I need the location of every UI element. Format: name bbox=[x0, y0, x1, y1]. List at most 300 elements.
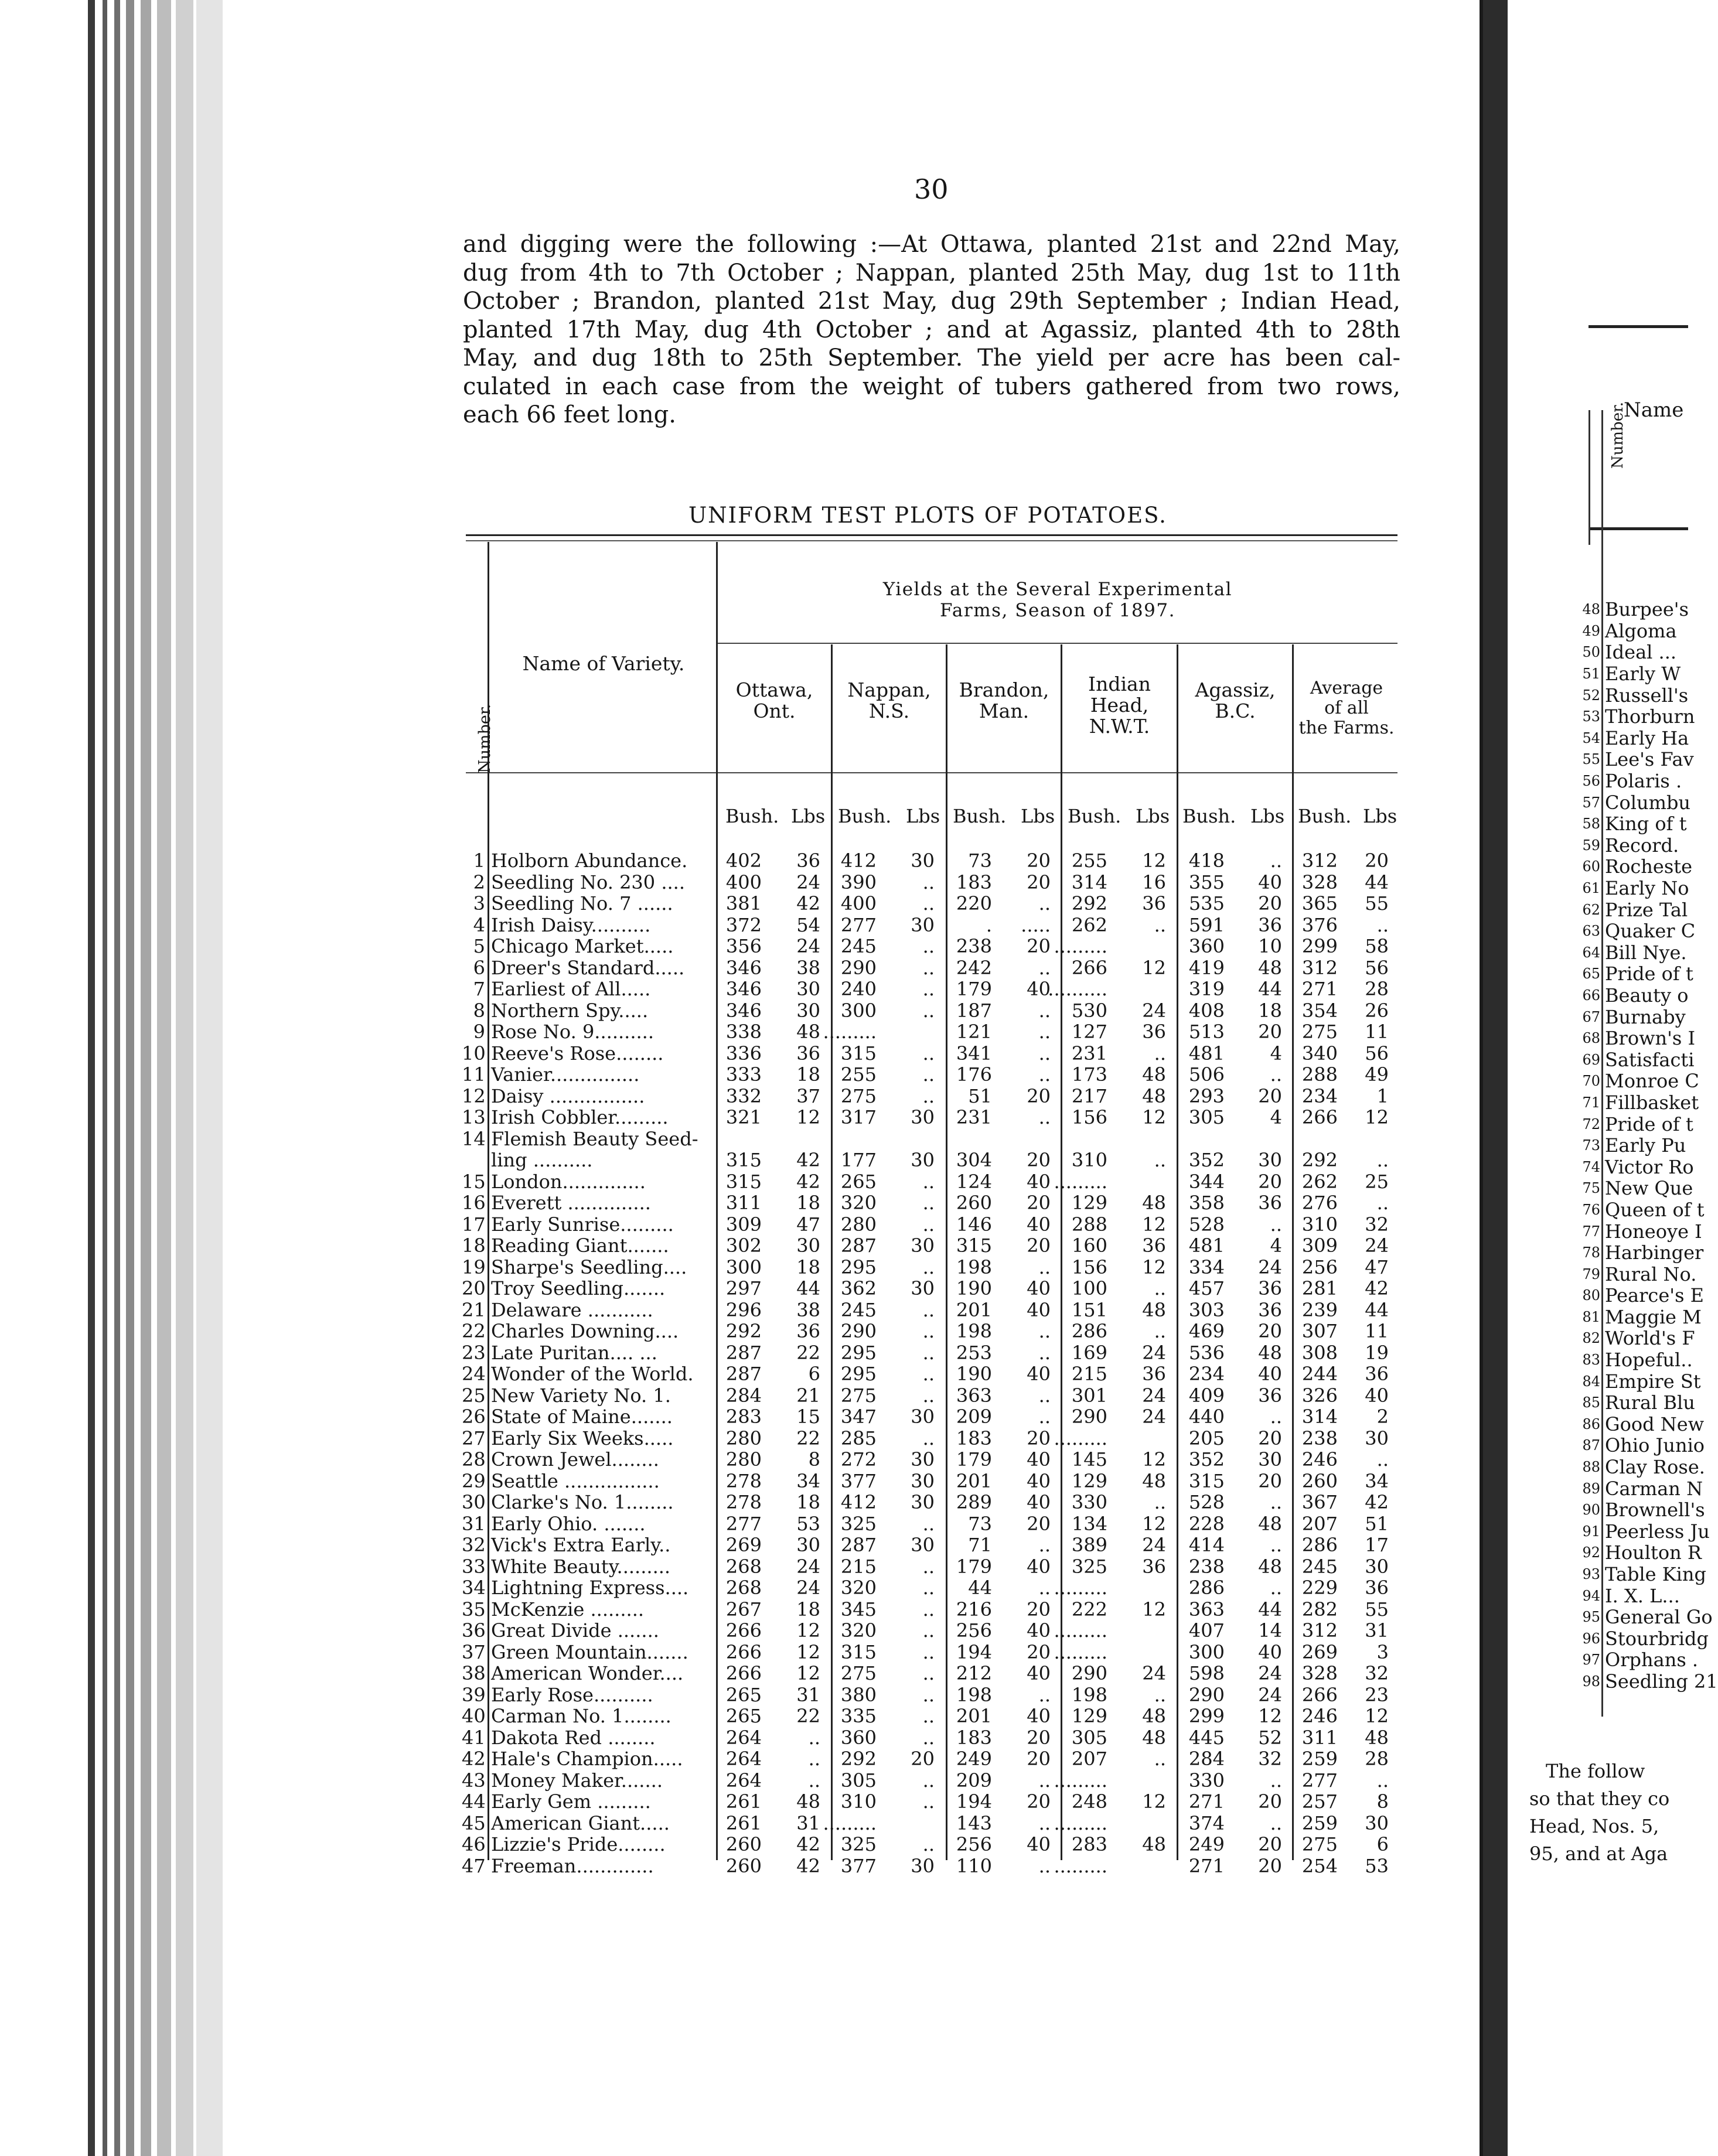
yield-cell: ......... bbox=[823, 1812, 877, 1834]
row-number: 41 bbox=[462, 1726, 486, 1749]
yield-cell: 260 bbox=[725, 1854, 762, 1877]
yield-cell: 266 bbox=[725, 1619, 762, 1642]
yield-cell: .. bbox=[1154, 1277, 1166, 1299]
yield-cell: 390 bbox=[840, 871, 877, 893]
yield-cell: 333 bbox=[725, 1063, 762, 1086]
variety-name: Table King bbox=[1605, 1563, 1706, 1586]
unit-lbs: Lbs bbox=[1021, 805, 1055, 827]
yield-cell: 287 bbox=[725, 1363, 762, 1385]
variety-name: Early Pu bbox=[1605, 1134, 1686, 1157]
yield-cell: 296 bbox=[725, 1298, 762, 1321]
variety-name: Rose No. 9.......... bbox=[491, 1021, 655, 1043]
yield-cell: 22 bbox=[796, 1341, 820, 1364]
yield-cell: ..... bbox=[1021, 913, 1051, 936]
yield-cell: 3 bbox=[1376, 1640, 1389, 1663]
yield-cell: 12 bbox=[1365, 1106, 1389, 1128]
facing-table-row bbox=[1536, 1092, 1718, 1114]
yield-cell: 36 bbox=[796, 1320, 820, 1342]
yield-cell: 40 bbox=[1258, 1363, 1282, 1385]
yield-cell: 32 bbox=[1365, 1662, 1389, 1684]
unit-lbs: Lbs bbox=[1250, 805, 1285, 827]
yield-cell: 261 bbox=[725, 1790, 762, 1813]
yield-cell: 12 bbox=[1142, 1106, 1166, 1128]
row-number: 62 bbox=[1582, 901, 1600, 918]
yield-cell: 530 bbox=[1071, 999, 1107, 1022]
row-number: 21 bbox=[462, 1298, 486, 1321]
yield-cell: 24 bbox=[1142, 1406, 1166, 1428]
yield-cell: 11 bbox=[1365, 1021, 1389, 1043]
yield-cell: 110 bbox=[956, 1854, 992, 1877]
row-number: 61 bbox=[1582, 880, 1600, 897]
yield-cell: 47 bbox=[1365, 1256, 1389, 1278]
facing-table-row bbox=[1536, 1049, 1718, 1070]
yield-cell: .. bbox=[1270, 1769, 1282, 1792]
yield-cell: 325 bbox=[1071, 1555, 1107, 1578]
facing-table-row bbox=[1536, 728, 1718, 749]
yield-cell: 310 bbox=[840, 1790, 877, 1813]
facing-table-row bbox=[1536, 1263, 1718, 1285]
yield-cell: 34 bbox=[1365, 1469, 1389, 1492]
yield-cell: 256 bbox=[956, 1619, 992, 1642]
yield-cell: 249 bbox=[956, 1748, 992, 1770]
variety-name: Everett .............. bbox=[491, 1192, 651, 1214]
variety-name: Late Puritan.... ... bbox=[491, 1341, 657, 1364]
variety-name: Early Ohio. ....... bbox=[491, 1512, 646, 1535]
yield-cell: 305 bbox=[840, 1769, 877, 1792]
facing-table-row bbox=[1536, 942, 1718, 964]
yield-cell: 234 bbox=[1301, 1084, 1338, 1107]
yield-cell: .. bbox=[1270, 1534, 1282, 1556]
yield-cell: 469 bbox=[1188, 1320, 1225, 1342]
yield-cell: 238 bbox=[1188, 1555, 1225, 1578]
variety-name: Holborn Abundance. bbox=[491, 850, 688, 872]
yield-cell: 20 bbox=[1027, 1084, 1051, 1107]
yield-cell: 315 bbox=[840, 1042, 877, 1065]
yield-cell: 24 bbox=[796, 871, 820, 893]
yield-cell: .. bbox=[922, 1063, 935, 1086]
yield-cell: 48 bbox=[1142, 1063, 1166, 1086]
variety-name: Early Sunrise......... bbox=[491, 1213, 674, 1236]
facing-table-row bbox=[1536, 1349, 1718, 1371]
yield-cell: 381 bbox=[725, 892, 762, 915]
unit-bush: Bush. bbox=[1182, 805, 1236, 827]
row-number: 43 bbox=[462, 1769, 486, 1792]
yield-cell: .. bbox=[1038, 1042, 1051, 1065]
unit-lbs: Lbs bbox=[791, 805, 826, 827]
yield-cell: 289 bbox=[956, 1491, 992, 1513]
variety-name: King of t bbox=[1605, 813, 1687, 835]
facing-table-row bbox=[1536, 1328, 1718, 1349]
yield-cell: 20 bbox=[1258, 1427, 1282, 1449]
row-number: 79 bbox=[1582, 1265, 1600, 1282]
yield-cell: 187 bbox=[956, 999, 992, 1022]
variety-name: Flemish Beauty Seed- bbox=[491, 1127, 698, 1150]
yield-cell: 238 bbox=[956, 935, 992, 957]
table-top-rule-thin bbox=[466, 540, 1397, 541]
yield-cell: 265 bbox=[840, 1170, 877, 1193]
yield-cell: .. bbox=[1376, 1448, 1389, 1471]
yield-cell: 2 bbox=[1376, 1406, 1389, 1428]
unit-bush: Bush. bbox=[1068, 805, 1122, 827]
yields-header-rule bbox=[718, 643, 1397, 644]
row-number: 7 bbox=[473, 978, 485, 1000]
yield-cell: .. bbox=[1376, 1149, 1389, 1171]
yield-cell: 264 bbox=[725, 1726, 762, 1749]
yield-cell: 18 bbox=[796, 1256, 820, 1278]
yield-cell: 36 bbox=[1258, 913, 1282, 936]
yield-cell: 52 bbox=[1258, 1726, 1282, 1749]
yield-cell: 275 bbox=[1301, 1021, 1338, 1043]
yield-cell: .. bbox=[1154, 1320, 1166, 1342]
yield-cell: 42 bbox=[796, 892, 820, 915]
variety-name: Fillbasket bbox=[1605, 1091, 1699, 1114]
row-number: 36 bbox=[462, 1619, 486, 1642]
yield-cell: 300 bbox=[1188, 1640, 1225, 1663]
facing-table-row bbox=[1536, 1585, 1718, 1606]
intro-line: culated in each case from the weight of tubers gathered from two rows, bbox=[463, 373, 1400, 400]
yield-cell: 26 bbox=[1365, 999, 1389, 1022]
yield-cell: 321 bbox=[725, 1106, 762, 1128]
yield-cell: .. bbox=[922, 1683, 935, 1706]
yield-cell: 36 bbox=[1258, 1384, 1282, 1407]
yield-cell: 4 bbox=[1270, 1042, 1282, 1065]
yield-cell: 30 bbox=[796, 1534, 820, 1556]
yield-cell: 277 bbox=[1301, 1769, 1338, 1792]
yield-cell: 317 bbox=[840, 1106, 877, 1128]
yield-cell: 30 bbox=[796, 978, 820, 1000]
unit-bush: Bush. bbox=[725, 805, 779, 827]
variety-name: Houlton R bbox=[1605, 1541, 1702, 1564]
yield-cell: 325 bbox=[840, 1833, 877, 1855]
variety-name: Crown Jewel........ bbox=[491, 1448, 659, 1471]
yield-cell: 239 bbox=[1301, 1298, 1338, 1321]
yield-cell: 134 bbox=[1071, 1512, 1107, 1535]
yield-cell: 20 bbox=[1258, 1084, 1282, 1107]
yield-cell: 30 bbox=[1365, 1812, 1389, 1834]
variety-name: Hale's Champion..... bbox=[491, 1748, 683, 1770]
yield-cell: 201 bbox=[956, 1705, 992, 1727]
yield-cell: 295 bbox=[840, 1363, 877, 1385]
yield-cell: 34 bbox=[796, 1469, 820, 1492]
yield-cell: 259 bbox=[1301, 1812, 1338, 1834]
row-number: 94 bbox=[1582, 1587, 1600, 1604]
yield-cell: 129 bbox=[1071, 1469, 1107, 1492]
row-number: 64 bbox=[1582, 944, 1600, 961]
variety-name: Seedling 21 bbox=[1605, 1670, 1718, 1693]
yield-cell: 418 bbox=[1188, 850, 1225, 872]
yield-cell: 30 bbox=[1258, 1448, 1282, 1471]
yield-cell: 190 bbox=[956, 1363, 992, 1385]
yield-cell: 380 bbox=[840, 1683, 877, 1706]
yield-cell: 346 bbox=[725, 956, 762, 979]
yield-cell: 246 bbox=[1301, 1448, 1338, 1471]
number-column-header: Number. bbox=[476, 704, 494, 773]
variety-name: Beauty o bbox=[1605, 984, 1689, 1007]
yield-cell: . bbox=[986, 913, 992, 936]
facing-table-row bbox=[1536, 835, 1718, 857]
yield-cell: 255 bbox=[840, 1063, 877, 1086]
row-number: 2 bbox=[473, 871, 485, 893]
yield-cell: 40 bbox=[1027, 1491, 1051, 1513]
yield-cell: 179 bbox=[956, 978, 992, 1000]
yield-cell: 328 bbox=[1301, 871, 1338, 893]
variety-name: General Go bbox=[1605, 1606, 1713, 1629]
facing-table-row bbox=[1536, 1285, 1718, 1306]
variety-name: Early W bbox=[1605, 663, 1681, 685]
variety-name: Peerless Ju bbox=[1605, 1520, 1710, 1543]
yield-cell: .......... bbox=[1048, 978, 1107, 1000]
yield-cell: 231 bbox=[956, 1106, 992, 1128]
intro-line: each 66 feet long. bbox=[463, 401, 676, 428]
yield-cell: .. bbox=[922, 1705, 935, 1727]
row-number: 90 bbox=[1582, 1502, 1600, 1519]
yield-cell: .. bbox=[922, 1213, 935, 1236]
yield-cell: 377 bbox=[840, 1469, 877, 1492]
variety-name: London.............. bbox=[491, 1170, 646, 1193]
unit-lbs: Lbs bbox=[1136, 805, 1170, 827]
yield-cell: 40 bbox=[1258, 1640, 1282, 1663]
facing-table-row bbox=[1536, 1220, 1718, 1242]
yield-cell: .. bbox=[1154, 1683, 1166, 1706]
yield-cell: 44 bbox=[796, 1277, 820, 1299]
facing-table-row bbox=[1536, 1456, 1718, 1478]
yield-cell: 400 bbox=[840, 892, 877, 915]
yield-cell: 301 bbox=[1071, 1384, 1107, 1407]
yield-cell: 334 bbox=[1188, 1256, 1225, 1278]
intro-line: planted 17th May, dug 4th October ; and at Agassiz, planted 4th to 28th bbox=[463, 316, 1400, 343]
row-number: 75 bbox=[1582, 1180, 1600, 1197]
variety-name: Daisy ................ bbox=[491, 1084, 645, 1107]
row-number: 30 bbox=[462, 1491, 486, 1513]
variety-name: Dakota Red ........ bbox=[491, 1726, 656, 1749]
yield-cell: 264 bbox=[725, 1769, 762, 1792]
yield-cell: 220 bbox=[956, 892, 992, 915]
yield-cell: 40 bbox=[1027, 1662, 1051, 1684]
farm-header-line: Indian bbox=[1088, 673, 1151, 695]
yield-cell: 20 bbox=[1258, 1790, 1282, 1813]
yield-cell: 315 bbox=[725, 1149, 762, 1171]
yield-cell: 124 bbox=[956, 1170, 992, 1193]
variety-name: New Que bbox=[1605, 1177, 1693, 1200]
variety-name: Early Rose.......... bbox=[491, 1683, 653, 1706]
yield-cell: 315 bbox=[725, 1170, 762, 1193]
yield-cell: 58 bbox=[1365, 935, 1389, 957]
yield-cell: 328 bbox=[1301, 1662, 1338, 1684]
yield-cell: .. bbox=[922, 1726, 935, 1749]
yield-cell: 362 bbox=[840, 1277, 877, 1299]
row-number: 93 bbox=[1582, 1566, 1600, 1583]
facing-table-row bbox=[1536, 663, 1718, 685]
yield-cell: .. bbox=[922, 1042, 935, 1065]
yield-cell: 20 bbox=[1258, 892, 1282, 915]
farm-header-brandon bbox=[947, 680, 1061, 722]
yield-cell: 30 bbox=[911, 1448, 935, 1471]
farm-header-nappan bbox=[833, 680, 946, 722]
row-number: 81 bbox=[1582, 1308, 1600, 1325]
yield-cell: 272 bbox=[840, 1448, 877, 1471]
yield-cell: 20 bbox=[1027, 1427, 1051, 1449]
yield-cell: .. bbox=[1038, 999, 1051, 1022]
intro-paragraph bbox=[463, 230, 1400, 429]
variety-name: Rural Blu bbox=[1605, 1391, 1695, 1414]
variety-name: World's F bbox=[1605, 1327, 1695, 1350]
row-number: 83 bbox=[1582, 1352, 1600, 1369]
row-number: 26 bbox=[462, 1406, 486, 1428]
yield-cell: .. bbox=[1154, 1042, 1166, 1065]
yield-cell: 271 bbox=[1188, 1790, 1225, 1813]
facing-paragraph-line: so that they co bbox=[1529, 1787, 1670, 1810]
yield-cell: 346 bbox=[725, 978, 762, 1000]
yield-cell: .. bbox=[1154, 913, 1166, 936]
row-number: 82 bbox=[1582, 1330, 1600, 1347]
yield-cell: 30 bbox=[1365, 1427, 1389, 1449]
facing-table-row bbox=[1536, 1606, 1718, 1628]
yield-cell: 365 bbox=[1301, 892, 1338, 915]
yield-cell: 360 bbox=[840, 1726, 877, 1749]
yield-cell: 12 bbox=[796, 1106, 820, 1128]
yield-cell: 30 bbox=[911, 1469, 935, 1492]
row-number: 12 bbox=[462, 1084, 486, 1107]
variety-name: New Variety No. 1. bbox=[491, 1384, 671, 1407]
yield-cell: 249 bbox=[1188, 1833, 1225, 1855]
yield-cell: 51 bbox=[1365, 1512, 1389, 1535]
facing-table-row bbox=[1536, 792, 1718, 813]
yield-cell: 290 bbox=[1188, 1683, 1225, 1706]
yield-cell: 40 bbox=[1027, 1448, 1051, 1471]
yield-cell: 30 bbox=[796, 999, 820, 1022]
yield-cell: ......... bbox=[1054, 1170, 1107, 1193]
yield-cell: 12 bbox=[1142, 1213, 1166, 1236]
yield-cell: 245 bbox=[840, 935, 877, 957]
intro-line: October ; Brandon, planted 21st May, dug 29th September ; Indian Head, bbox=[463, 288, 1400, 315]
yield-cell: 71 bbox=[968, 1534, 992, 1556]
variety-name: Clay Rose. bbox=[1605, 1456, 1705, 1479]
yield-cell: 307 bbox=[1301, 1320, 1338, 1342]
yield-cell: 20 bbox=[1258, 1469, 1282, 1492]
row-number: 34 bbox=[462, 1577, 486, 1599]
yield-cell: 36 bbox=[1142, 1234, 1166, 1257]
yield-cell: .. bbox=[922, 1256, 935, 1278]
yield-cell: 363 bbox=[956, 1384, 992, 1407]
yield-cell: 266 bbox=[725, 1640, 762, 1663]
yield-cell: 177 bbox=[840, 1149, 877, 1171]
yield-cell: 30 bbox=[911, 1277, 935, 1299]
yield-cell: .. bbox=[1038, 1812, 1051, 1834]
yield-cell: 48 bbox=[1142, 1705, 1166, 1727]
row-number: 84 bbox=[1582, 1373, 1600, 1390]
yield-cell: .. bbox=[1038, 1769, 1051, 1792]
variety-name: Carman No. 1........ bbox=[491, 1705, 671, 1727]
yield-cell: 245 bbox=[840, 1298, 877, 1321]
variety-name: Empire St bbox=[1605, 1370, 1701, 1393]
yield-cell: 259 bbox=[1301, 1748, 1338, 1770]
yield-cell: .. bbox=[1038, 1320, 1051, 1342]
yield-cell: 12 bbox=[1142, 956, 1166, 979]
yield-cell: 290 bbox=[1071, 1406, 1107, 1428]
yield-cell: 28 bbox=[1365, 978, 1389, 1000]
row-number: 24 bbox=[462, 1363, 486, 1385]
yield-cell: 325 bbox=[840, 1512, 877, 1535]
yield-cell: 414 bbox=[1188, 1534, 1225, 1556]
facing-number-header: Number. bbox=[1609, 401, 1627, 469]
yield-cell: ......... bbox=[1054, 935, 1107, 957]
yield-cell: 408 bbox=[1188, 999, 1225, 1022]
yield-cell: 407 bbox=[1188, 1619, 1225, 1642]
yield-cell: 20 bbox=[1258, 1170, 1282, 1193]
yield-cell: 228 bbox=[1188, 1512, 1225, 1535]
yield-cell: 20 bbox=[1027, 1192, 1051, 1214]
yield-cell: 260 bbox=[725, 1833, 762, 1855]
yield-cell: 287 bbox=[840, 1234, 877, 1257]
yield-cell: .. bbox=[922, 1598, 935, 1621]
variety-name: Columbu bbox=[1605, 791, 1691, 814]
yield-cell: 30 bbox=[911, 1234, 935, 1257]
yield-cell: .. bbox=[1038, 1854, 1051, 1877]
yield-cell: 129 bbox=[1071, 1705, 1107, 1727]
yield-cell: 12 bbox=[1258, 1705, 1282, 1727]
yield-cell: 36 bbox=[796, 1042, 820, 1065]
yield-cell: 308 bbox=[1301, 1341, 1338, 1364]
row-number: 87 bbox=[1582, 1437, 1600, 1454]
yield-cell: 266 bbox=[725, 1662, 762, 1684]
yield-cell: 36 bbox=[1142, 1555, 1166, 1578]
yield-cell: 412 bbox=[840, 1491, 877, 1513]
yield-cell: 51 bbox=[968, 1084, 992, 1107]
yield-cell: .. bbox=[1038, 1021, 1051, 1043]
yield-cell: 36 bbox=[1142, 1021, 1166, 1043]
yield-cell: 346 bbox=[725, 999, 762, 1022]
yield-cell: 330 bbox=[1188, 1769, 1225, 1792]
variety-name: Early Six Weeks..... bbox=[491, 1427, 674, 1449]
yield-cell: 30 bbox=[911, 1149, 935, 1171]
yield-cell: 100 bbox=[1071, 1277, 1107, 1299]
yield-cell: 278 bbox=[725, 1469, 762, 1492]
row-number: 15 bbox=[462, 1170, 486, 1193]
yield-cell: 281 bbox=[1301, 1277, 1338, 1299]
variety-name: Chicago Market..... bbox=[491, 935, 674, 957]
row-number: 32 bbox=[462, 1534, 486, 1556]
yield-cell: .. bbox=[808, 1726, 820, 1749]
variety-name: Good New bbox=[1605, 1413, 1705, 1435]
variety-name: Seedling No. 7 ...... bbox=[491, 892, 673, 915]
yield-cell: 260 bbox=[956, 1192, 992, 1214]
yield-cell: 297 bbox=[725, 1277, 762, 1299]
row-number: 40 bbox=[462, 1705, 486, 1727]
row-number: 1 bbox=[473, 850, 485, 872]
yield-cell: 24 bbox=[1258, 1256, 1282, 1278]
yield-cell: 265 bbox=[725, 1683, 762, 1706]
row-number: 48 bbox=[1582, 601, 1600, 618]
yield-cell: 330 bbox=[1071, 1491, 1107, 1513]
yield-cell: 264 bbox=[725, 1748, 762, 1770]
yield-cell: 36 bbox=[1142, 1363, 1166, 1385]
yield-cell: 73 bbox=[968, 850, 992, 872]
yield-cell: 598 bbox=[1188, 1662, 1225, 1684]
yield-cell: 295 bbox=[840, 1341, 877, 1364]
yield-cell: 287 bbox=[840, 1534, 877, 1556]
row-number: 73 bbox=[1582, 1137, 1600, 1154]
row-number: 50 bbox=[1582, 644, 1600, 661]
yield-cell: 8 bbox=[808, 1448, 820, 1471]
yield-cell: 30 bbox=[911, 1854, 935, 1877]
yield-cell: 22 bbox=[796, 1705, 820, 1727]
yield-cell: 293 bbox=[1188, 1084, 1225, 1107]
yield-cell: 275 bbox=[840, 1384, 877, 1407]
facing-page-rule bbox=[1589, 325, 1688, 328]
row-number: 18 bbox=[462, 1234, 486, 1257]
yield-cell: 234 bbox=[1188, 1363, 1225, 1385]
yield-cell: .. bbox=[922, 1298, 935, 1321]
